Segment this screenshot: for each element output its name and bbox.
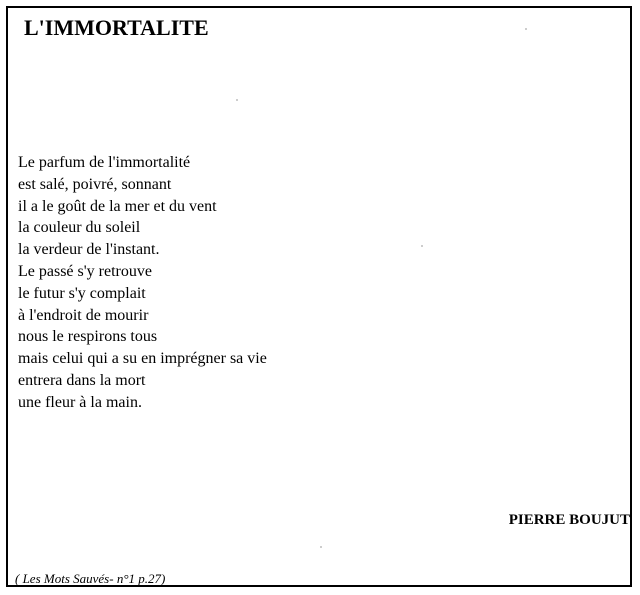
poem-line: est salé, poivré, sonnant: [18, 175, 172, 193]
poem-body: [18, 152, 267, 414]
poem-title: L'IMMORTALITE: [24, 15, 209, 40]
scan-speck: [525, 28, 527, 30]
poem-line: la couleur du soleil: [18, 219, 141, 237]
author-name: PIERRE BOUJUT: [508, 512, 630, 528]
poem-line: une fleur à la main.: [18, 393, 142, 411]
poem-line: nous le respirons tous: [18, 328, 158, 346]
source-citation: ( Les Mots Sauvés- n°1 p.27): [15, 571, 166, 586]
poem-line: la verdeur de l'instant.: [18, 241, 160, 259]
poem-line: Le passé s'y retrouve: [18, 262, 152, 280]
poem-line: à l'endroit de mourir: [18, 306, 149, 324]
poem-line: Le parfum de l'immortalité: [18, 154, 191, 171]
poem-line: il a le goût de la mer et du vent: [18, 197, 217, 215]
poem-line: mais celui qui a su en imprégner sa vie: [18, 350, 267, 368]
scan-speck: [236, 99, 238, 101]
scan-speck: [320, 546, 322, 548]
poem-line: le futur s'y complait: [18, 284, 146, 302]
poem-line: entrera dans la mort: [18, 371, 146, 389]
scan-speck: [421, 245, 423, 247]
